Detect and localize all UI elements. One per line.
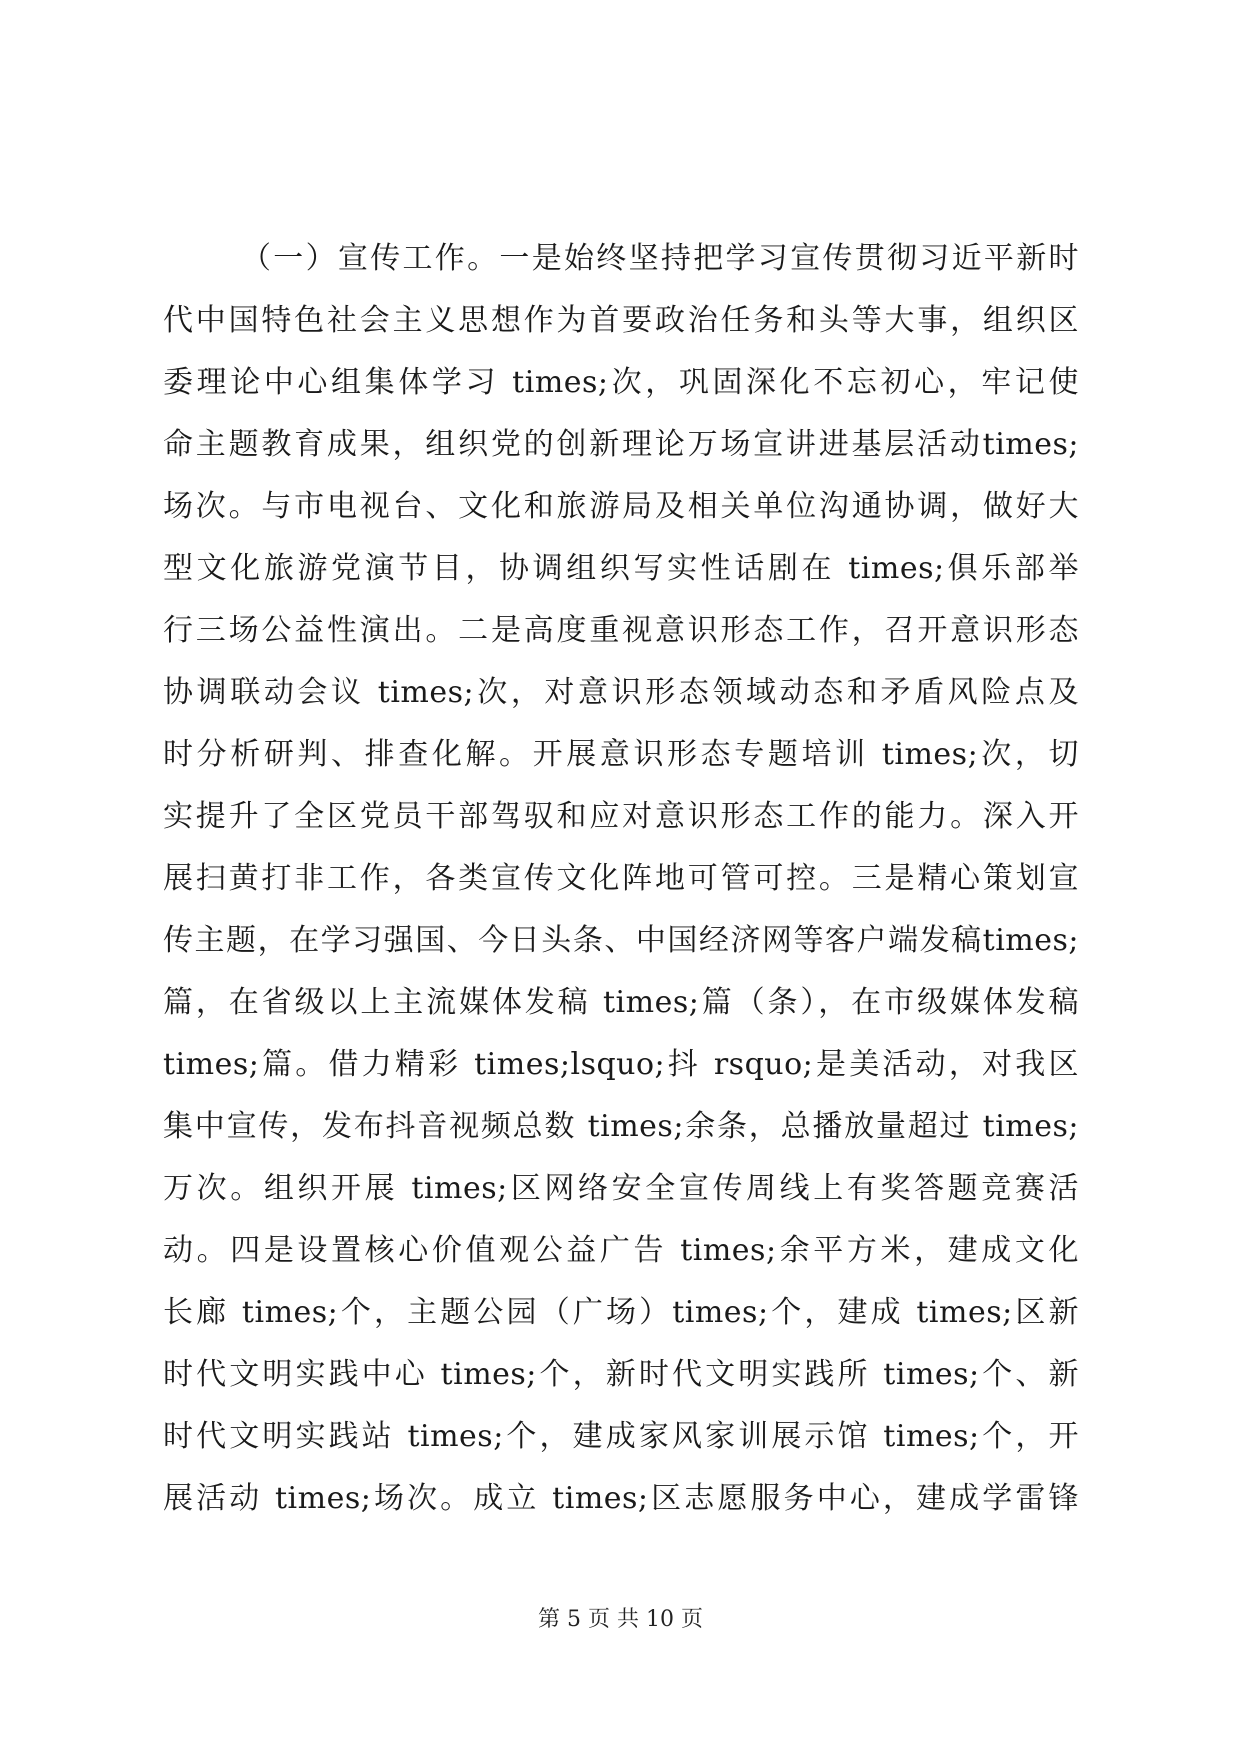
text-line: 命主题教育成果，组织党的创新理论万场宣讲进基层活动times; xyxy=(163,427,1079,462)
text-line: times;篇。借力精彩 times;lsquo;抖 rsquo;是美活动，对我区 xyxy=(163,1047,1079,1082)
text-line: 传主题，在学习强国、今日头条、中国经济网等客户端发稿times; xyxy=(163,923,1079,958)
text-line: 时代文明实践中心 times;个，新时代文明实践所 times;个、新 xyxy=(163,1357,1079,1392)
text-line: 场次。与市电视台、文化和旅游局及相关单位沟通协调，做好大 xyxy=(163,489,1079,524)
text-line: 篇，在省级以上主流媒体发稿 times;篇（条），在市级媒体发稿 xyxy=(163,985,1079,1020)
text-line: 协调联动会议 times;次，对意识形态领域动态和矛盾风险点及 xyxy=(163,675,1079,710)
body-paragraph xyxy=(163,228,1079,1530)
text-line: 时代文明实践站 times;个，建成家风家训展示馆 times;个，开 xyxy=(163,1419,1079,1454)
text-line: 实提升了全区党员干部驾驭和应对意识形态工作的能力。深入开 xyxy=(163,799,1079,834)
text-line: 型文化旅游党演节目，协调组织写实性话剧在 times;俱乐部举 xyxy=(163,551,1079,586)
text-line: 时分析研判、排查化解。开展意识形态专题培训 times;次，切 xyxy=(163,737,1079,772)
text-line: 长廊 times;个，主题公园（广场）times;个，建成 times;区新 xyxy=(163,1295,1079,1330)
text-line: 行三场公益性演出。二是高度重视意识形态工作，召开意识形态 xyxy=(163,613,1079,648)
text-line: 集中宣传，发布抖音视频总数 times;余条，总播放量超过 times; xyxy=(163,1109,1079,1144)
text-line: 万次。组织开展 times;区网络安全宣传周线上有奖答题竞赛活 xyxy=(163,1171,1079,1206)
text-line: 代中国特色社会主义思想作为首要政治任务和头等大事，组织区 xyxy=(163,303,1079,338)
text-line: 展活动 times;场次。成立 times;区志愿服务中心，建成学雷锋 xyxy=(163,1481,1079,1516)
text-line: 委理论中心组集体学习 times;次，巩固深化不忘初心，牢记使 xyxy=(163,365,1079,400)
text-line: 动。四是设置核心价值观公益广告 times;余平方米，建成文化 xyxy=(163,1233,1079,1268)
page-number-footer: 第 5 页 共 10 页 xyxy=(538,1607,703,1632)
text-line: （一）宣传工作。一是始终坚持把学习宣传贯彻习近平新时 xyxy=(241,241,1079,276)
text-line: 展扫黄打非工作，各类宣传文化阵地可管可控。三是精心策划宣 xyxy=(163,861,1079,896)
